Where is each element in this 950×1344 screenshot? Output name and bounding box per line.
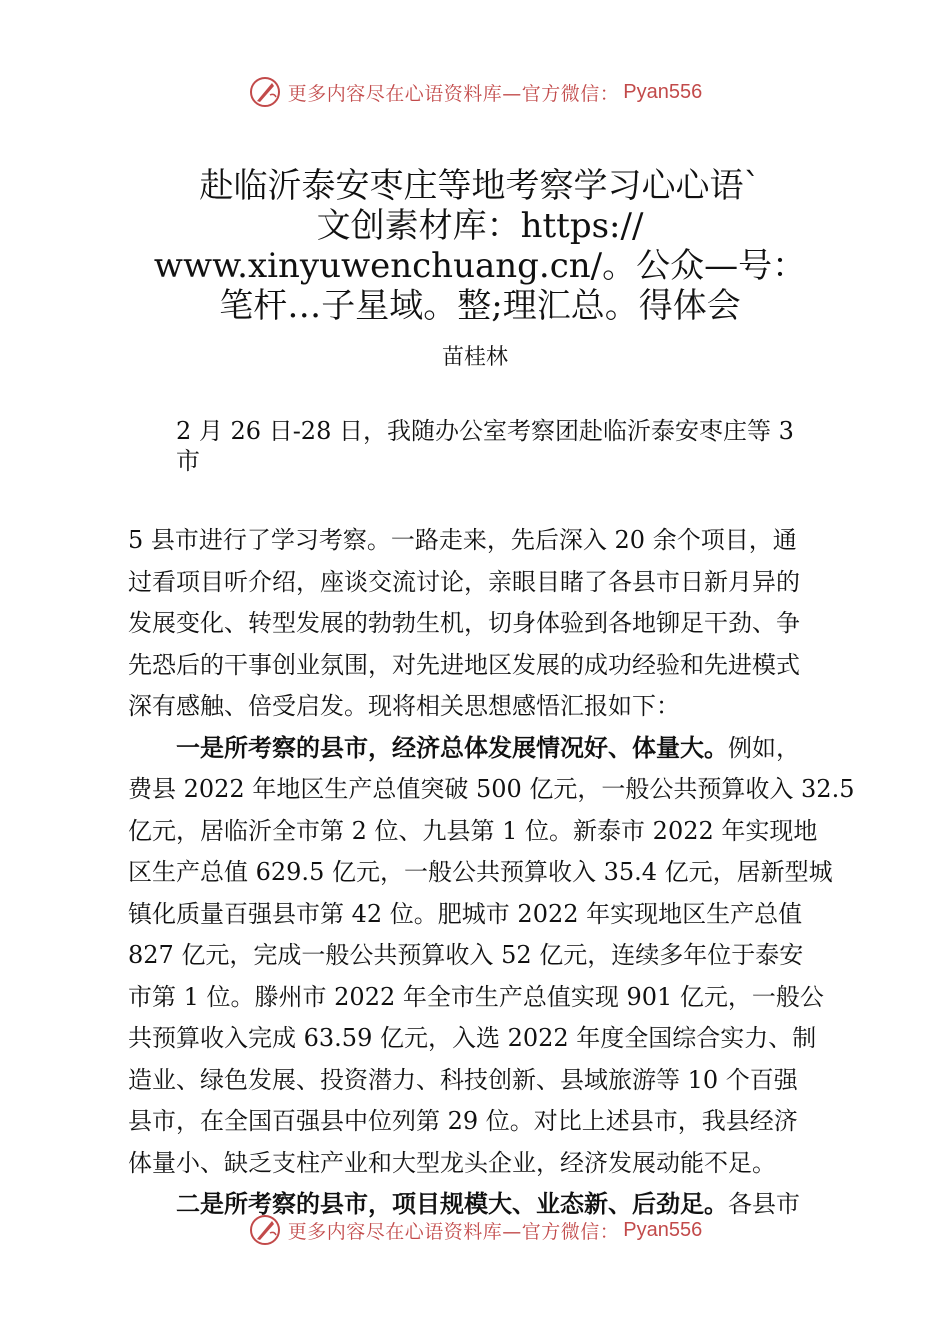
footer-watermark-banner <box>0 1210 950 1250</box>
title-line: www.xinyuwenchuang.cn/。公众—号： <box>153 246 807 286</box>
body-line: 镇化质量百强县市第 42 位。肥城市 2022 年实现地区生产总值 <box>128 899 803 928</box>
body-text: 例如， <box>728 733 800 762</box>
section-heading-2: 二是所考察的县市，项目规模大、业态新、后劲足。 <box>176 1190 728 1218</box>
banner-wechat-id: Pyan556 <box>623 1218 703 1241</box>
body-line: 先恐后的干事创业氛围，对先进地区发展的成功经验和先进模式 <box>128 650 800 679</box>
banner-text: 更多内容尽在心语资料库—官方微信： <box>287 1220 620 1243</box>
body-line: 827 亿元，完成一般公共预算收入 52 亿元，连续多年位于泰安 <box>128 941 804 969</box>
body-line: 造业、绿色发展、投资潜力、科技创新、县域旅游等 10 个百强 <box>128 1065 798 1094</box>
body-line: 2 月 26 日-28 日，我随办公室考察团赴临沂泰安枣庄等 3 <box>176 417 794 445</box>
paragraph-2 <box>128 728 855 1185</box>
body-line: 市 <box>176 447 200 475</box>
paragraph-1-continued <box>128 520 840 728</box>
body-line: 过看项目听介绍，座谈交流讨论，亲眼目睹了各县市日新月异的 <box>128 567 800 596</box>
body-line: 区生产总值 629.5 亿元，一般公共预算收入 35.4 亿元，居新型城 <box>128 858 833 886</box>
body-text: 各县市 <box>728 1190 800 1218</box>
body-line <box>128 728 840 770</box>
body-line: 体量小、缺乏支柱产业和大型龙头企业，经济发展动能不足。 <box>128 1148 776 1177</box>
body-line: 亿元，居临沂全市第 2 位、九县第 1 位。新泰市 2022 年实现地 <box>128 816 818 845</box>
body-line: 县市，在全国百强县中位列第 29 位。对比上述县市，我县经济 <box>128 1107 798 1135</box>
document-title <box>110 166 850 326</box>
body-line: 深有感触、倍受启发。现将相关思想感悟汇报如下： <box>128 692 680 720</box>
quill-logo-icon <box>248 75 282 109</box>
body-line: 发展变化、转型发展的勃勃生机，切身体验到各地铆足干劲、争 <box>128 609 800 637</box>
body-line: 共预算收入完成 63.59 亿元，入选 2022 年度全国综合实力、制 <box>128 1024 817 1052</box>
body-line: 5 县市进行了学习考察。一路走来，先后深入 20 余个项目，通 <box>128 526 797 554</box>
quill-logo-icon <box>248 1213 282 1247</box>
document-body <box>128 416 855 1226</box>
title-line: 文创素材库：https:// <box>316 206 644 246</box>
author-name: 苗桂林 <box>441 345 508 370</box>
section-heading-1: 一是所考察的县市，经济总体发展情况好、体量大。 <box>176 733 728 762</box>
body-line: 市第 1 位。滕州市 2022 年全市生产总值实现 901 亿元，一般公 <box>128 982 824 1011</box>
paragraph-opening <box>128 416 840 476</box>
body-line: 费县 2022 年地区生产总值突破 500 亿元，一般公共预算收入 32.5 <box>128 775 855 803</box>
banner-text: 更多内容尽在心语资料库—官方微信： <box>287 82 620 105</box>
title-line: 笔杆…子星域。整;理汇总。得体会 <box>219 286 741 326</box>
banner-wechat-id: Pyan556 <box>623 80 703 103</box>
header-watermark-banner <box>0 72 950 112</box>
title-line: 赴临沂泰安枣庄等地考察学习心心语` <box>199 166 761 206</box>
